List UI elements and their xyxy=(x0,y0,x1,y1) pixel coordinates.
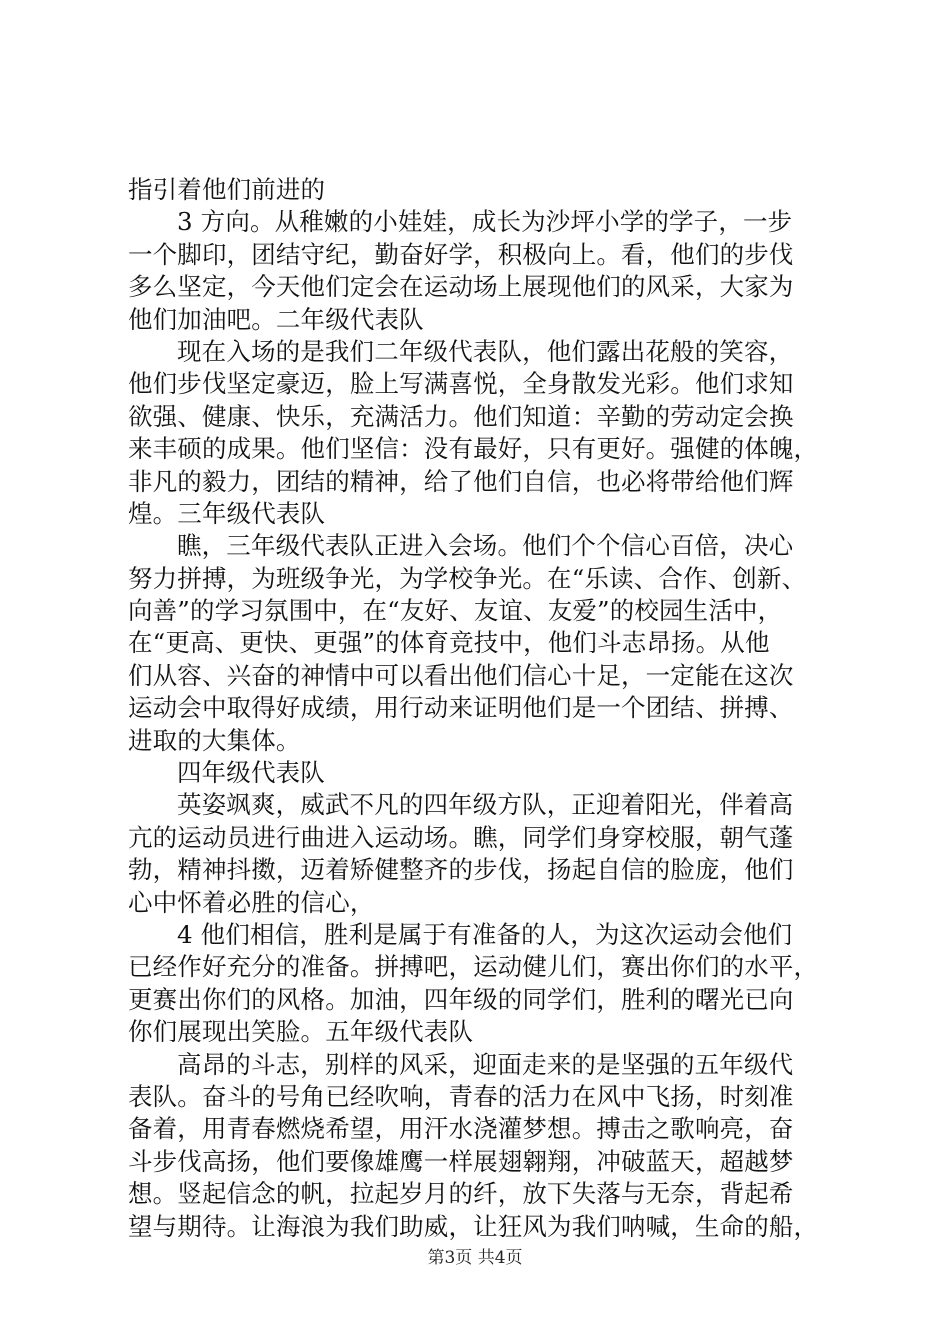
document-body xyxy=(128,174,834,1243)
page-number-label: 第3页 共4页 xyxy=(427,1248,523,1268)
text-line: 煌。三年级代表队 xyxy=(128,498,326,528)
text-line: 英姿飒爽，威武不凡的四年级方队，正迎着阳光，伴着高 xyxy=(177,790,794,820)
text-line: 备着，用青春燃烧希望，用汗水浇灌梦想。搏击之歌响亮，奋 xyxy=(128,1114,794,1144)
text-line: 多么坚定，今天他们定会在运动场上展现他们的风采，大家为 xyxy=(128,272,794,302)
text-line: 运动会中取得好成绩，用行动来证明他们是一个团结、拼搏、 xyxy=(128,693,794,723)
text-line: 你们展现出笑脸。五年级代表队 xyxy=(128,1017,474,1047)
text-line: 勃，精神抖擞，迈着矫健整齐的步伐，扬起自信的脸庞，他们 xyxy=(128,855,794,885)
text-line: 在“更高、更快、更强”的体育竞技中，他们斗志昂扬。从他 xyxy=(128,628,770,658)
text-line: 努力拼搏，为班级争光，为学校争光。在“乐读、合作、创新、 xyxy=(128,563,807,593)
text-line: 们从容、兴奋的神情中可以看出他们信心十足，一定能在这次 xyxy=(128,660,794,690)
text-line: 非凡的毅力，团结的精神，给了他们自信，也必将带给他们辉 xyxy=(128,466,794,496)
text-line: 进取的大集体。 xyxy=(128,725,301,755)
text-line: 他们加油吧。二年级代表队 xyxy=(128,304,424,334)
text-line: 欲强、健康、快乐，充满活力。他们知道：辛勤的劳动定会换 xyxy=(128,401,794,431)
text-line: 斗步伐高扬，他们要像雄鹰一样展翅翱翔，冲破蓝天，超越梦 xyxy=(128,1146,794,1176)
text-line: 已经作好充分的准备。拼搏吧，运动健儿们，赛出你们的水平， xyxy=(128,952,819,982)
text-line: 表队。奋斗的号角已经吹响，青春的活力在风中飞扬，时刻准 xyxy=(128,1081,794,1111)
text-line: 瞧，三年级代表队正进入会场。他们个个信心百倍，决心 xyxy=(177,531,794,561)
text-line: 他们步伐坚定豪迈，脸上写满喜悦，全身散发光彩。他们求知 xyxy=(128,369,794,399)
text-line: 指引着他们前进的 xyxy=(128,175,326,204)
text-line: 来丰硕的成果。他们坚信：没有最好，只有更好。强健的体魄， xyxy=(128,434,819,464)
text-line: 更赛出你们的风格。加油，四年级的同学们，胜利的曙光已向 xyxy=(128,984,794,1014)
page-footer xyxy=(0,1247,950,1269)
text-line: 四年级代表队 xyxy=(177,758,325,788)
text-line: 现在入场的是我们二年级代表队，他们露出花般的笑容， xyxy=(177,336,794,366)
text-line: 心中怀着必胜的信心， xyxy=(128,887,375,917)
text-line: 一个脚印，团结守纪，勤奋好学，积极向上。看，他们的步伐 xyxy=(128,239,794,269)
text-line: 高昂的斗志，别样的风采，迎面走来的是坚强的五年级代 xyxy=(177,1049,794,1079)
text-line: 4 他们相信，胜利是属于有准备的人，为这次运动会他们 xyxy=(177,919,793,949)
text-line: 想。竖起信念的帆，拉起岁月的纤，放下失落与无奈，背起希 xyxy=(128,1179,794,1209)
text-line: 向善”的学习氛围中，在“友好、友谊、友爱”的校园生活中， xyxy=(128,596,783,626)
text-line: 望与期待。让海浪为我们助威，让狂风为我们呐喊，生命的船， xyxy=(128,1211,819,1241)
text-line: 亢的运动员进行曲进入运动场。瞧，同学们身穿校服，朝气蓬 xyxy=(128,822,794,852)
text-line: 3 方向。从稚嫩的小娃娃，成长为沙坪小学的学子，一步 xyxy=(177,207,793,237)
